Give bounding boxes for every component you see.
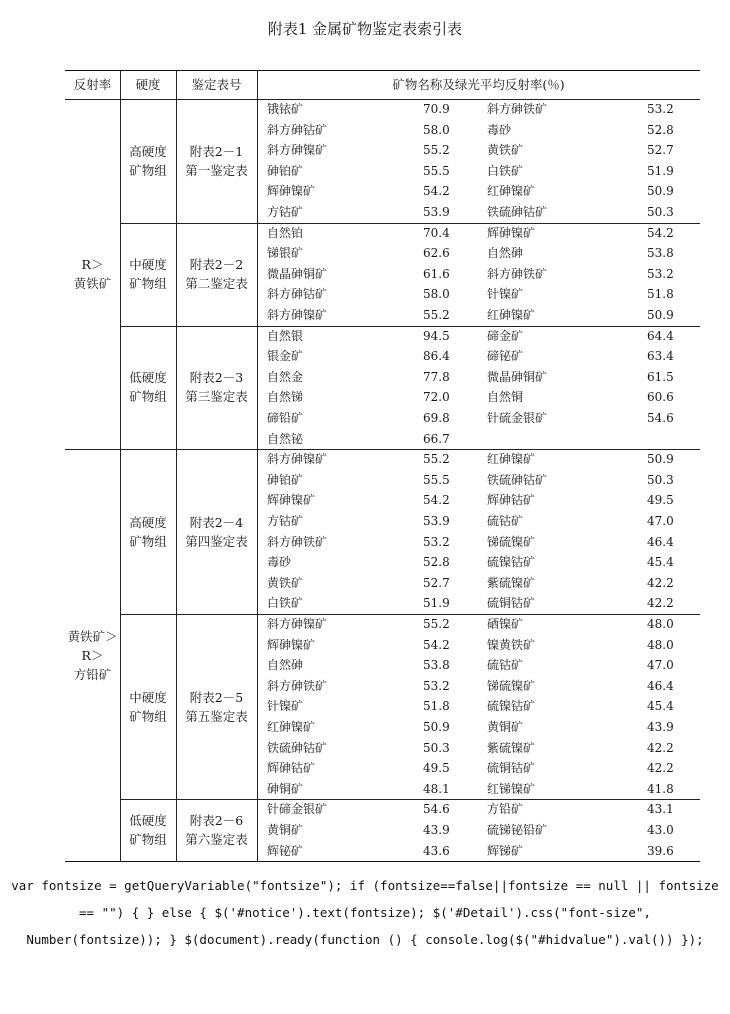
mineral-name: 银金矿 <box>267 349 304 364</box>
reflectance-value: 51.8 <box>647 287 674 302</box>
reflectance-value: 46.4 <box>647 534 674 549</box>
mineral-name: 辉砷钴矿 <box>267 761 316 776</box>
reflectance-value: 53.9 <box>423 205 450 219</box>
reflectance-value: 51.9 <box>647 163 674 178</box>
reflectance-value: 64.4 <box>647 328 674 343</box>
reflectance-value: 47.0 <box>647 658 674 673</box>
reflectance-value: 61.5 <box>647 369 674 384</box>
reflectance-value: 50.3 <box>423 740 450 755</box>
mineral-name: 自然铂 <box>267 225 304 240</box>
mineral-name: 硒镍矿 <box>487 617 524 631</box>
reflectance-value: 50.9 <box>647 452 674 467</box>
mineral-name: 辉锑矿 <box>487 843 524 858</box>
reflectance-value: 43.0 <box>647 823 674 837</box>
reflectance-value: 53.2 <box>423 678 450 693</box>
reflectance-value: 41.8 <box>647 781 674 796</box>
reflectance-value: 60.6 <box>647 390 674 405</box>
hardness-group-cell: 低硬度 矿物组 <box>129 813 167 848</box>
mineral-name: 斜方砷铁矿 <box>267 678 328 693</box>
mineral-name: 自然铜 <box>487 390 524 405</box>
mineral-name: 针镍矿 <box>487 287 524 302</box>
mineral-name: 针碲金银矿 <box>267 802 328 817</box>
hardness-group-cell: 低硬度 矿物组 <box>129 370 167 405</box>
mineral-name: 自然铋 <box>267 431 304 446</box>
reflectance-value: 54.6 <box>647 411 674 425</box>
reflectance-value: 54.2 <box>647 225 674 240</box>
mineral-name: 方钴矿 <box>267 205 304 219</box>
reflectance-value: 53.8 <box>647 246 674 261</box>
hardness-group-cell: 中硬度 矿物组 <box>129 689 167 724</box>
mineral-name: 砷铂矿 <box>267 472 304 487</box>
reflectance-value: 70.9 <box>423 102 450 116</box>
reflectance-value: 42.2 <box>647 740 674 755</box>
reflectance-value: 53.9 <box>423 514 450 528</box>
reflectance-value: 45.4 <box>647 699 674 714</box>
mineral-name: 锑硫镍矿 <box>487 678 536 693</box>
mineral-name: 方钴矿 <box>267 514 304 528</box>
reflectance-value: 53.2 <box>647 102 674 116</box>
table-number-cell: 附表2－6 第六鉴定表 <box>185 813 248 848</box>
reflectance-value: 58.0 <box>423 122 450 137</box>
mineral-name: 斜方砷铁矿 <box>487 266 548 281</box>
hardness-group-cell: 中硬度 矿物组 <box>129 257 167 292</box>
reflectance-value: 61.6 <box>423 266 450 281</box>
table-number-cell: 附表2－2 第二鉴定表 <box>185 257 248 292</box>
reflectance-value: 43.9 <box>423 823 450 837</box>
mineral-name: 硫镍钴矿 <box>487 699 536 714</box>
mineral-name: 紫硫镍矿 <box>487 575 536 590</box>
reflectance-value: 54.6 <box>423 802 450 817</box>
mineral-name: 白铁矿 <box>267 596 304 611</box>
mineral-name: 针镍矿 <box>267 699 304 714</box>
mineral-name: 斜方砷铁矿 <box>487 102 548 116</box>
reflectance-value: 69.8 <box>423 411 450 425</box>
mineral-name: 微晶砷铜矿 <box>267 266 328 281</box>
mineral-name: 黄铁矿 <box>487 143 524 158</box>
mineral-name: 红砷镍矿 <box>487 184 536 199</box>
mineral-name: 毒砂 <box>267 555 292 570</box>
mineral-name: 辉砷镍矿 <box>267 637 316 652</box>
mineral-name: 斜方砷钴矿 <box>267 287 328 302</box>
reflectance-value: 86.4 <box>423 349 450 364</box>
reflectance-value: 46.4 <box>647 678 674 693</box>
reflectance-value: 49.5 <box>647 493 674 508</box>
reflectance-value: 50.9 <box>423 720 450 734</box>
reflectance-value: 53.8 <box>423 658 450 673</box>
mineral-name: 铁硫砷钴矿 <box>487 205 548 219</box>
reflectance-value: 52.7 <box>647 143 674 158</box>
reflectance-value: 53.2 <box>423 534 450 549</box>
reflectance-value: 49.5 <box>423 761 450 776</box>
mineral-name: 微晶砷铜矿 <box>487 369 548 384</box>
reflectance-value: 50.9 <box>647 184 674 199</box>
mineral-name: 辉砷镍矿 <box>267 184 316 199</box>
column-divider <box>257 70 258 861</box>
mineral-name: 斜方砷钴矿 <box>267 122 328 137</box>
mineral-name: 辉砷镍矿 <box>267 493 316 508</box>
reflectance-value: 51.8 <box>423 699 450 714</box>
table-bottom-rule <box>65 861 700 862</box>
table-number-cell: 附表2－5 第五鉴定表 <box>185 689 248 724</box>
reflectance-value: 63.4 <box>647 349 674 364</box>
mineral-name: 辉砷镍矿 <box>487 225 536 240</box>
reflectance-value: 55.2 <box>423 617 450 631</box>
mineral-name: 硫铜钴矿 <box>487 761 536 776</box>
mineral-name: 自然砷 <box>267 658 304 673</box>
header-table-no: 鉴定表号 <box>191 77 242 92</box>
reflectance-value: 47.0 <box>647 514 674 528</box>
reflectance-value: 53.2 <box>647 266 674 281</box>
reflectance-value: 94.5 <box>423 328 450 343</box>
reflectance-value: 52.7 <box>423 575 450 590</box>
reflectance-value: 72.0 <box>423 390 450 405</box>
mineral-name: 斜方砷铁矿 <box>267 534 328 549</box>
mineral-name: 斜方砷镍矿 <box>267 143 328 158</box>
mineral-name: 红砷镍矿 <box>267 720 316 734</box>
mineral-name: 砷铜矿 <box>267 781 304 796</box>
mineral-name: 镍黄铁矿 <box>487 637 536 652</box>
mineral-name: 锇铱矿 <box>267 102 304 116</box>
reflectance-value: 42.2 <box>647 575 674 590</box>
reflectance-value: 66.7 <box>423 431 450 446</box>
mineral-name: 自然金 <box>267 369 304 384</box>
reflectance-value: 55.5 <box>423 472 450 487</box>
mineral-name: 黄铁矿 <box>267 575 304 590</box>
mineral-name: 针硫金银矿 <box>487 411 548 425</box>
mineral-name: 锑银矿 <box>267 246 304 261</box>
reflectance-value: 43.6 <box>423 843 450 858</box>
mineral-name: 自然银 <box>267 328 304 343</box>
mineral-name: 方铅矿 <box>487 802 524 817</box>
reflectance-value: 48.0 <box>647 637 674 652</box>
mineral-name: 砷铂矿 <box>267 163 304 178</box>
reflectance-value: 43.1 <box>647 802 674 817</box>
mineral-name: 黄铜矿 <box>267 823 304 837</box>
reflectance-value: 55.2 <box>423 143 450 158</box>
mineral-name: 硫钴矿 <box>487 514 524 528</box>
mineral-name: 红砷镍矿 <box>487 452 536 467</box>
reflectance-value: 70.4 <box>423 225 450 240</box>
reflectance-value: 55.5 <box>423 163 450 178</box>
mineral-name: 斜方砷镍矿 <box>267 452 328 467</box>
page-title: 附表1 金属矿物鉴定表索引表 <box>267 20 463 38</box>
reflectance-value: 54.2 <box>423 493 450 508</box>
reflectance-value: 39.6 <box>647 843 674 858</box>
table-number-cell: 附表2－1 第一鉴定表 <box>185 143 248 178</box>
reflectance-value: 42.2 <box>647 596 674 611</box>
reflectance-value: 58.0 <box>423 287 450 302</box>
reflectance-value: 43.9 <box>647 720 674 734</box>
reflectance-value: 45.4 <box>647 555 674 570</box>
mineral-name: 硫钴矿 <box>487 658 524 673</box>
reflectance-value: 55.2 <box>423 452 450 467</box>
reflectance-value: 55.2 <box>423 308 450 322</box>
mineral-index-table <box>65 70 700 864</box>
header-hardness: 硬度 <box>135 77 161 92</box>
reflectance-class-cell: 黄铁矿＞ R＞ 方铅矿 <box>67 628 118 682</box>
mineral-name: 锑硫镍矿 <box>487 534 536 549</box>
table-number-cell: 附表2－4 第四鉴定表 <box>185 514 248 549</box>
reflectance-value: 52.8 <box>647 122 674 137</box>
reflectance-value: 52.8 <box>423 555 450 570</box>
header-minerals: 矿物名称及绿光平均反射率(％) <box>392 77 565 92</box>
reflectance-value: 48.1 <box>423 781 450 796</box>
reflectance-value: 50.3 <box>647 205 674 219</box>
column-divider <box>120 70 121 861</box>
header-reflectance: 反射率 <box>73 77 112 92</box>
mineral-name: 斜方砷镍矿 <box>267 617 328 631</box>
reflectance-value: 54.2 <box>423 637 450 652</box>
mineral-name: 毒砂 <box>487 122 512 137</box>
reflectance-value: 48.0 <box>647 617 674 631</box>
mineral-name: 硫铜钴矿 <box>487 596 536 611</box>
reflectance-value: 51.9 <box>423 596 450 611</box>
mineral-name: 斜方砷镍矿 <box>267 308 328 322</box>
mineral-name: 自然锑 <box>267 390 304 405</box>
mineral-name: 辉砷钴矿 <box>487 493 536 508</box>
mineral-name: 红砷镍矿 <box>487 308 536 322</box>
reflectance-value: 50.3 <box>647 472 674 487</box>
reflectance-class-cell: R＞ 黄铁矿 <box>73 257 112 292</box>
table-top-rule <box>65 70 700 71</box>
reflectance-value: 54.2 <box>423 184 450 199</box>
mineral-name: 辉铋矿 <box>267 843 304 858</box>
mineral-name: 紫硫镍矿 <box>487 740 536 755</box>
code-snippet-text: var fontsize = getQueryVariable("fontsize"); if (fontsize==false||fontsize == null || fontsize == "") { } else { $('#notice').text(fontsize); $('#Detail').css("font-size", Number(fontsize)); } $(document).ready(function () { console.log($("#hidvalue").val()) }); <box>11 878 719 947</box>
mineral-name: 硫镍钴矿 <box>487 555 536 570</box>
hardness-group-cell: 高硬度 矿物组 <box>129 143 167 178</box>
column-divider <box>176 70 177 861</box>
mineral-name: 碲铅矿 <box>267 411 304 425</box>
mineral-name: 碲铋矿 <box>487 349 524 364</box>
table-number-cell: 附表2－3 第三鉴定表 <box>185 370 248 405</box>
mineral-name: 红锑镍矿 <box>487 781 536 796</box>
reflectance-value: 50.9 <box>647 308 674 322</box>
mineral-name: 黄铜矿 <box>487 720 524 734</box>
reflectance-value: 77.8 <box>423 369 450 384</box>
mineral-name: 硫锑铋铅矿 <box>487 823 548 837</box>
mineral-name: 铁硫砷钴矿 <box>487 472 548 487</box>
hardness-group-cell: 高硬度 矿物组 <box>129 514 167 549</box>
reflectance-value: 62.6 <box>423 246 450 261</box>
mineral-name: 白铁矿 <box>487 163 524 178</box>
reflectance-value: 42.2 <box>647 761 674 776</box>
mineral-name: 自然砷 <box>487 246 524 261</box>
mineral-name: 碲金矿 <box>487 328 524 343</box>
mineral-name: 铁硫砷钴矿 <box>267 740 328 755</box>
